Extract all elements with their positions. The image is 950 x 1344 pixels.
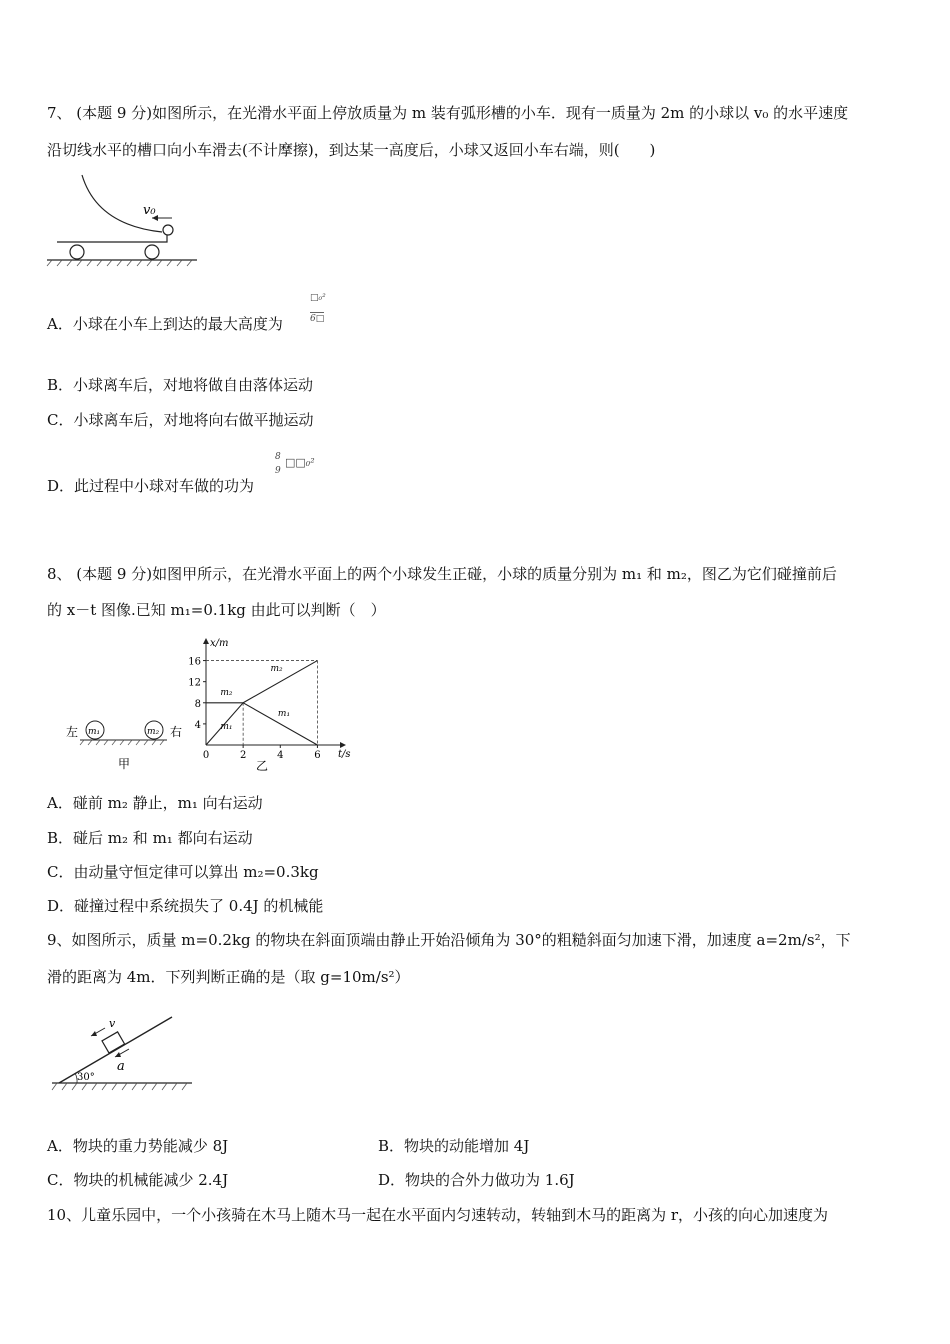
q7-option-a xyxy=(47,314,283,334)
q7-stem-line2: 沿切线水平的槽口向小车滑去(不计摩擦)，到达某一高度后，小球又返回小车右端，则( ) xyxy=(47,141,656,159)
q9-fig-v-label: v xyxy=(109,1017,116,1030)
q7-fig-v0-label: v₀ xyxy=(143,203,156,218)
q7-option-b: B．小球离车后，对地将做自由落体运动 xyxy=(47,376,314,394)
q9-fig-a-label: a xyxy=(117,1059,125,1074)
q9-stem-line1: 9、如图所示，质量 m=0.2kg 的物块在斜面顶端由静止开始沿倾角为 30°的粗糙斜面匀加速下滑，加速度 a=2m/s²，下 xyxy=(47,931,851,949)
q9-option-b: B．物块的动能增加 4J xyxy=(378,1137,530,1155)
q8-chart-xtick-label-0: 0 xyxy=(202,750,210,761)
q8-fig-m2-ball: m₂ xyxy=(147,727,160,737)
q7-option-d xyxy=(47,476,254,496)
q9-option-c: C．物块的机械能减少 2.4J xyxy=(47,1171,229,1189)
q8-fig-m1-ball: m₁ xyxy=(88,727,101,737)
q7-option-a-frac-bot: 6□ xyxy=(310,314,325,324)
q8-chart-xtick-label-1: 2 xyxy=(239,750,247,761)
q8-chart-series-label-2: m₁ xyxy=(220,722,233,733)
q8-chart-ylabel: x/m xyxy=(210,638,229,649)
q8-stem-line2: 的 x－t 图像.已知 m₁=0.1kg 由此可以判断（ ） xyxy=(47,601,386,619)
q8-chart-y-arrow xyxy=(203,638,209,644)
q7-stem-line1: 7、 (本题 9 分)如图所示，在光滑水平面上停放质量为 m 装有弧形槽的小车．现有一质量为 2m 的小球以 v₀ 的水平速度 xyxy=(47,104,849,122)
q7-option-d-coef-top: 8 xyxy=(275,452,281,462)
q7-figure xyxy=(47,170,207,270)
q8-fig-yi-label: 乙 xyxy=(256,759,269,773)
q8-chart-ytick-label-2: 12 xyxy=(188,677,201,689)
q9-figure xyxy=(47,1005,202,1100)
q9-fig-angle-label: 30° xyxy=(77,1072,95,1083)
q8-figure-jia xyxy=(62,700,192,775)
q8-stem-line1: 8、 (本题 9 分)如图甲所示，在光滑水平面上的两个小球发生正碰，小球的质量分别为 m₁ 和 m₂，图乙为它们碰撞前后 xyxy=(47,565,837,583)
q8-chart-ytick-label-1: 8 xyxy=(194,698,201,710)
q9-option-a: A．物块的重力势能减少 8J xyxy=(47,1137,229,1155)
q8-chart-xtick-label-2: 4 xyxy=(277,750,284,761)
q7-option-d-coef-bot: 9 xyxy=(275,466,281,476)
q8-option-c: C．由动量守恒定律可以算出 m₂=0.3kg xyxy=(47,863,319,881)
q7-option-d-expr: □□₀² xyxy=(285,456,315,469)
q7-option-a-frac-top: □₀² xyxy=(310,293,326,303)
q8-chart-ytick-label-3: 16 xyxy=(188,656,201,668)
q8-option-d: D．碰撞过程中系统损失了 0.4J 的机械能 xyxy=(47,897,324,915)
q8-chart-series-label-1: m₂ xyxy=(270,664,283,675)
q8-option-a: A．碰前 m₂ 静止，m₁ 向右运动 xyxy=(47,794,263,812)
q8-fig-right-label: 右 xyxy=(170,725,183,739)
q8-chart-series-label-0: m₂ xyxy=(220,687,233,698)
q8-fig-left-label: 左 xyxy=(66,725,79,739)
q8-chart-xtick-label-3: 6 xyxy=(314,750,321,761)
q8-option-b: B．碰后 m₂ 和 m₁ 都向右运动 xyxy=(47,829,253,847)
q7-option-c: C．小球离车后，对地将向右做平抛运动 xyxy=(47,411,314,429)
q8-chart xyxy=(188,638,351,775)
q10-stem-line1: 10、儿童乐园中，一个小孩骑在木马上随木马一起在水平面内匀速转动，转轴到木马的距离为 r，小孩的向心加速度为 xyxy=(47,1206,829,1224)
q7-option-a-text: A．小球在小车上到达的最大高度为 xyxy=(47,315,283,333)
q8-chart-xlabel: t/s xyxy=(338,749,351,760)
q8-chart-x-arrow xyxy=(340,742,346,748)
q8-fig-jia-label: 甲 xyxy=(118,757,131,771)
q8-chart-series-label-3: m₁ xyxy=(277,708,291,719)
q8-chart-ytick-label-0: 4 xyxy=(194,719,201,731)
q9-option-d: D．物块的合外力做功为 1.6J xyxy=(378,1171,575,1189)
q7-option-d-text: D．此过程中小球对车做的功为 xyxy=(47,477,255,495)
q9-stem-line2: 滑的距离为 4m．下列判断正确的是（取 g=10m/s²） xyxy=(47,968,410,986)
